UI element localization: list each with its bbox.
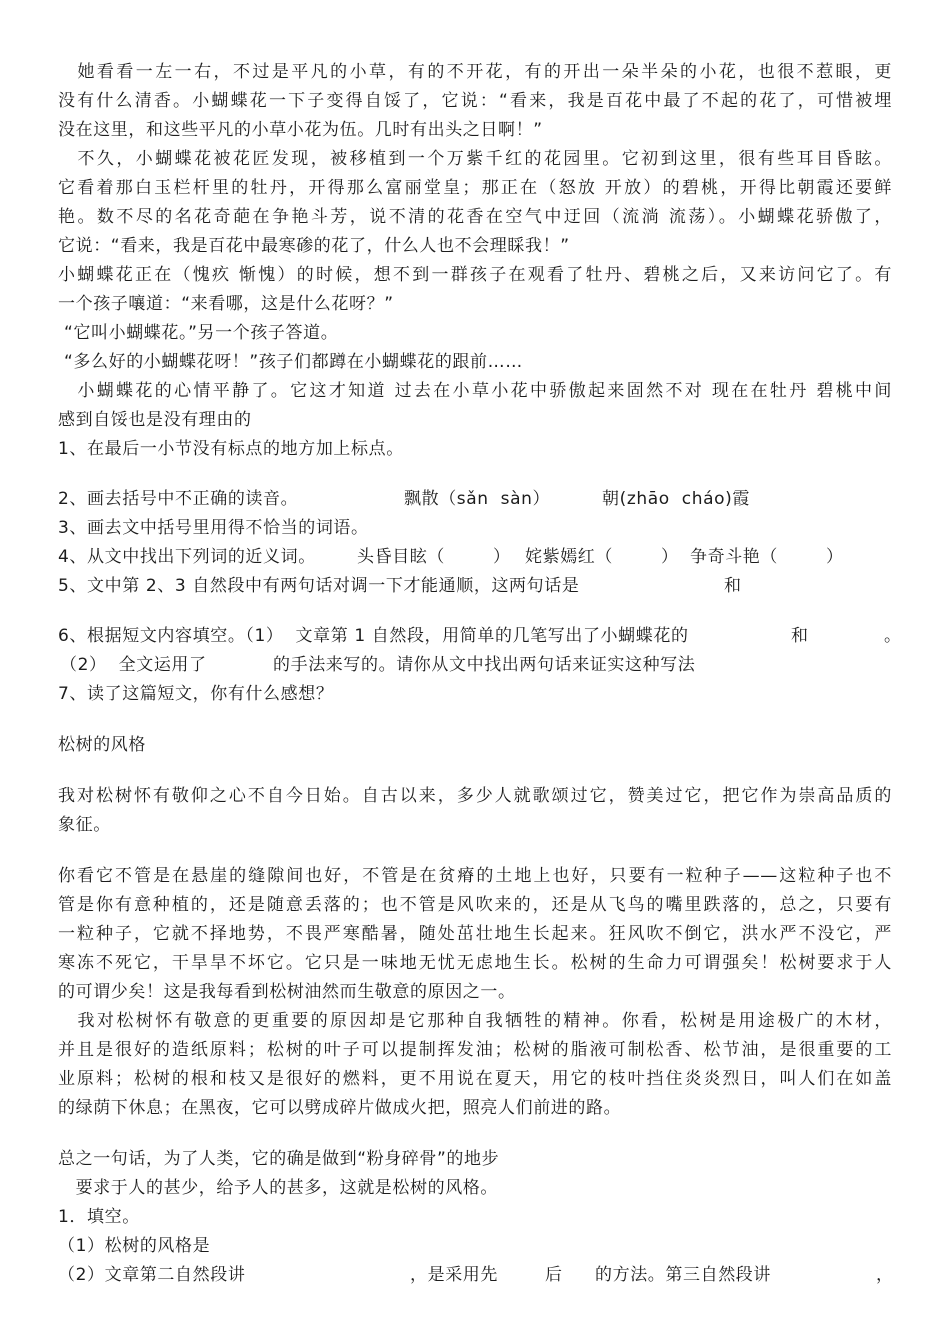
passage1-line: 小蝴蝶花正在（愧疚 惭愧）的时候，想不到一群孩子在观看了牡丹、碧桃之后，又来访问它了。有 [58, 265, 892, 285]
passage1-line: 它看着那白玉栏杆里的牡丹，开得那么富丽堂皇；那正在（怒放 开放）的碧桃，开得比朝霞还要鲜 [58, 178, 892, 198]
question-2-item: 朝(zhāo cháo)霞 [602, 489, 750, 509]
question-6-end: 。 [884, 626, 902, 646]
passage2-line: 寒冻不死它，干旱旱不坏它。它只是一味地无忧无虑地生长。松树的生命力可谓强矣！松树要求于人 [58, 953, 892, 973]
question-7: 7、读了这篇短文，你有什么感想？ [58, 684, 334, 704]
fill-blank-item: 的方法。第三自然段讲 [595, 1265, 771, 1285]
passage1-line: 没有什么清香。小蝴蝶花一下子变得自馁了，它说：“看来，我是百花中最了不起的花了，可惜被埋 [58, 91, 892, 111]
passage2-line: 一粒种子，它就不择地势，不畏严寒酷暑，随处茁壮地生长起来。狂风吹不倒它，洪水严不没它，严 [58, 924, 892, 944]
question-4-item: 头昏目眩（ ） [357, 547, 511, 567]
passage1-line: 艳。数不尽的名花奇葩在争艳斗芳，说不清的花香在空气中迂回（流淌 流荡）。小蝴蝶花骄傲了， [58, 207, 892, 227]
question-4-item: 姹紫嫣红（ ） [525, 547, 679, 567]
question-6-part2-rest: 的手法来写的。请你从文中找出两句话来证实这种写法 [273, 655, 696, 675]
fill-blank-heading: 1．填空。 [58, 1207, 140, 1227]
fill-blank-item: （1）松树的风格是 [58, 1236, 211, 1256]
passage1-line: 它说：“看来，我是百花中最寒碜的花了，什么人也不会理睬我！” [58, 236, 570, 256]
question-3: 3、画去文中括号里用得不恰当的词语。 [58, 518, 369, 538]
passage1-line: “多么好的小蝴蝶花呀！”孩子们都蹲在小蝴蝶花的跟前…… [58, 352, 523, 372]
question-1: 1、在最后一小节没有标点的地方加上标点。 [58, 439, 404, 459]
question-6-and: 和 [791, 626, 809, 646]
fill-blank-item: （2）文章第二自然段讲 [58, 1265, 246, 1285]
passage2-title: 松树的风格 [58, 735, 146, 755]
passage1-line: 不久，小蝴蝶花被花匠发现，被移植到一个万紫千红的花园里。它初到这里，很有些耳目昏眩。 [58, 149, 892, 169]
question-2-item: 飘散（sǎn sàn） [404, 489, 551, 509]
question-5-label: 5、文中第 2、3 自然段中有两句话对调一下才能通顺，这两句话是 [58, 576, 580, 596]
passage1-line: 没在这里，和这些平凡的小草小花为伍。几时有出头之日啊！” [58, 120, 543, 140]
passage2-line: 并且是很好的造纸原料；松树的叶子可以提制挥发油；松树的脂液可制松香、松节油，是很重要的工 [58, 1040, 892, 1060]
question-5-and: 和 [724, 576, 742, 596]
passage1-line: “它叫小蝴蝶花。”另一个孩子答道。 [58, 323, 339, 343]
passage2-line: 要求于人的甚少，给予人的甚多，这就是松树的风格。 [58, 1178, 498, 1198]
question-6-part2: （2） 全文运用了 [60, 655, 207, 675]
question-6-label: 6、根据短文内容填空。（1） 文章第 1 自然段，用简单的几笔写出了小蝴蝶花的 [58, 626, 689, 646]
passage2-line: 象征。 [58, 815, 111, 835]
passage1-line: 一个孩子嚷道：“来看哪，这是什么花呀？” [58, 294, 394, 314]
passage1-line: 小蝴蝶花的心情平静了。它这才知道 过去在小草小花中骄傲起来固然不对 现在在牡丹 碧桃中间 [58, 381, 892, 401]
passage2-line: 管是你有意种植的，还是随意丢落的；也不管是风吹来的，还是从飞鸟的嘴里跌落的，总之，只要有 [58, 895, 892, 915]
passage1-line: 感到自馁也是没有理由的 [58, 410, 252, 430]
passage2-line: 业原料；松树的根和枝又是很好的燃料，更不用说在夏天，用它的枝叶挡住炎炎烈日，叫人们在如盖 [58, 1069, 892, 1089]
fill-blank-item: ， [876, 1265, 894, 1285]
question-4-item: 争奇斗艳（ ） [690, 547, 844, 567]
fill-blank-item: ，是采用先 [410, 1265, 498, 1285]
passage2-line: 我对松树怀有敬意的更重要的原因却是它那种自我牺牲的精神。你看，松树是用途极广的木材， [58, 1011, 892, 1031]
passage2-line: 的可谓少矣！这是我每看到松树油然而生敬意的原因之一。 [58, 982, 516, 1002]
question-4-label: 4、从文中找出下列词的近义词。 [58, 547, 316, 567]
fill-blank-item: 后 [545, 1265, 563, 1285]
passage2-line: 总之一句话，为了人类，它的确是做到“粉身碎骨”的地步 [58, 1149, 500, 1169]
passage1-line: 她看看一左一右，不过是平凡的小草，有的不开花，有的开出一朵半朵的小花，也很不惹眼，更 [58, 62, 892, 82]
question-2-label: 2、画去括号中不正确的读音。 [58, 489, 299, 509]
passage2-line: 我对松树怀有敬仰之心不自今日始。自古以来，多少人就歌颂过它，赞美过它，把它作为崇高品质的 [58, 786, 892, 806]
passage2-line: 你看它不管是在悬崖的缝隙间也好，不管是在贫瘠的土地上也好，只要有一粒种子——这粒种子也不 [58, 866, 892, 886]
passage2-line: 的绿荫下休息；在黑夜，它可以劈成碎片做成火把，照亮人们前进的路。 [58, 1098, 622, 1118]
